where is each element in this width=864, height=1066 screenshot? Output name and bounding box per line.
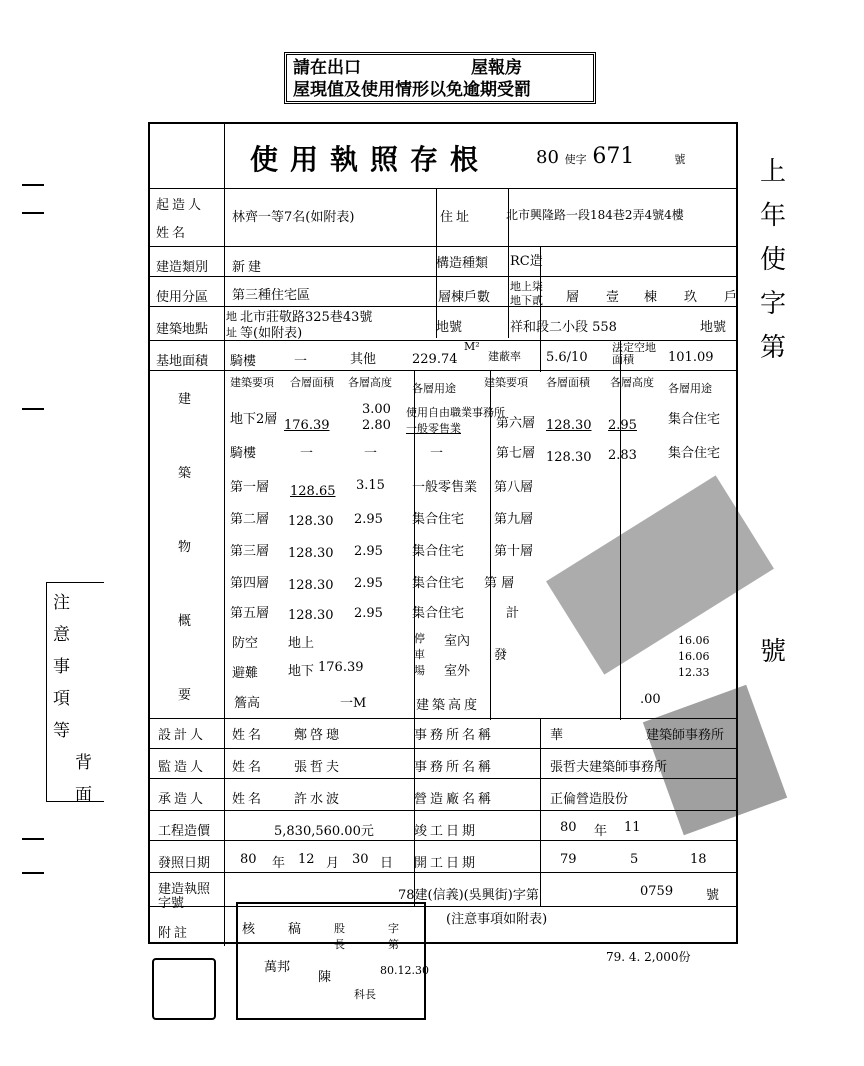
build-type-value: 新建 — [232, 260, 265, 275]
site-sub-b: 址 — [226, 326, 237, 339]
contractor-label: 承造人 — [158, 792, 207, 807]
supervisor-label: 監造人 — [158, 760, 207, 775]
structure-label: 構造種類 — [436, 256, 489, 271]
issue-month-unit: 月 — [326, 856, 340, 871]
row-use: 集合住宅 — [412, 576, 465, 591]
supervisor-name-label: 姓名 — [232, 760, 265, 775]
right-margin-handwriting: 上 年 使 字 第 號 — [760, 157, 787, 667]
buildings-unit: 棟 — [644, 290, 658, 305]
row-label: 第二層 — [230, 512, 270, 527]
row-label: 地下2層 — [230, 412, 278, 427]
issue-day-unit: 日 — [380, 856, 394, 871]
contractor-name: 許水波 — [294, 792, 343, 807]
site-label: 建築地點 — [156, 322, 209, 337]
row-height: 一 — [364, 446, 378, 461]
header-area: 合層面積 — [290, 376, 334, 389]
address-label: 住址 — [440, 210, 473, 225]
site-area-label: 基地面積 — [156, 354, 209, 369]
row-label: 第五層 — [230, 606, 270, 621]
row-use: 使用自由職業事務所 — [406, 406, 505, 419]
row-label-r: 第 層 — [484, 576, 515, 591]
floors-above: 地上柒 — [510, 280, 543, 293]
header-height: 各層高度 — [348, 376, 392, 389]
row-label-r: 第八層 — [494, 480, 534, 495]
issue-year-unit: 年 — [272, 856, 286, 871]
structure-value: RC造 — [510, 254, 543, 269]
issue-day: 30 — [352, 852, 369, 867]
finish-year: 80 — [560, 820, 577, 835]
designer-office: 華 — [550, 728, 564, 743]
parking-label: 停車場 — [414, 632, 425, 677]
supervisor-name: 張哲夫 — [294, 760, 343, 775]
row-area-r: 128.30 — [546, 450, 592, 465]
buildings-count: 壹 — [606, 290, 620, 305]
notes-value: (注意事項如附表) — [446, 912, 548, 927]
row-height: 2.95 — [354, 544, 383, 559]
address-value: 北市興隆路一段184巷2弄4號4樓 — [506, 208, 684, 222]
row-area: 128.30 — [288, 578, 334, 593]
start-day: 18 — [690, 852, 707, 867]
height-1: 16.06 — [678, 634, 710, 647]
legal-open-value: 101.09 — [668, 350, 714, 365]
households-count: 玖 — [684, 290, 698, 305]
section-char: 要 — [178, 688, 192, 703]
floors-unit: 層 — [566, 290, 580, 305]
coverage-value: 5.6/10 — [546, 350, 588, 365]
row-area: 176.39 — [284, 418, 330, 433]
designer-name: 鄭啓璁 — [294, 728, 343, 743]
row-area: 128.65 — [290, 484, 336, 499]
top-notice-stamp — [284, 52, 596, 104]
row-label-r: 第十層 — [494, 544, 534, 559]
contractor-name-label: 姓名 — [232, 792, 265, 807]
margin-mark — [22, 838, 44, 840]
row-label: 騎樓 — [230, 446, 257, 461]
finish-month: 11 — [624, 820, 641, 835]
row-use: 一般零售業 — [412, 480, 478, 495]
households-unit: 戶 — [724, 290, 738, 305]
header-area-r: 各層面積 — [546, 376, 590, 389]
row-use-r: 集合住宅 — [668, 412, 721, 427]
build-type-label: 建造類別 — [156, 260, 209, 275]
build-permit-suffix: 號 — [706, 888, 720, 903]
supervisor-office: 張哲夫建築師事務所 — [550, 760, 668, 775]
annex-label: 騎樓 — [230, 354, 257, 369]
building-height-label: 建築高度 — [416, 698, 481, 713]
margin-mark — [22, 184, 44, 186]
start-year: 79 — [560, 852, 577, 867]
shelter-below: 地下 — [288, 664, 315, 679]
site-sub-a: 地 — [226, 310, 237, 323]
row-label-r: 第六層 — [496, 416, 536, 431]
row-label: 第三層 — [230, 544, 270, 559]
row-area: 一 — [300, 446, 314, 461]
permit-number: 80 使字 671 號 — [536, 144, 686, 169]
row-height-r: 2.83 — [608, 448, 637, 463]
building-height-value: .00 — [640, 692, 661, 707]
designer-label: 設計人 — [158, 728, 207, 743]
row-use-r: 集合住宅 — [668, 446, 721, 461]
applicant-label-2: 姓名 — [156, 226, 189, 241]
shelter-below-value: 176.39 — [318, 660, 364, 675]
build-permit-value: 78建(信義)(吳興街)字第 — [398, 888, 539, 903]
header-height-r: 各層高度 — [610, 376, 654, 389]
notice-line-1: 請在出口 屋報房 — [293, 58, 522, 78]
annex-value: 一 — [294, 354, 308, 369]
eaves-label: 簷高 — [234, 696, 261, 711]
row-area: 128.30 — [288, 514, 334, 529]
height-2: 16.06 — [678, 650, 710, 663]
header-item: 建築要項 — [230, 376, 274, 389]
notice-line-2: 屋現值及使用情形以免逾期受罰 — [293, 80, 531, 100]
shop-char: 發 — [494, 648, 508, 663]
site-address: 北市莊敬路325巷43號 — [240, 310, 373, 325]
start-label: 開工日期 — [414, 856, 479, 871]
applicant-label: 起造人 — [156, 198, 205, 213]
official-seal — [152, 958, 216, 1020]
row-use: 集合住宅 — [412, 606, 465, 621]
header-use-r: 各層用途 — [668, 382, 712, 395]
approval-stamp: 核 稿 股長 字第 80.12.30 萬邦 陳 科長 — [236, 902, 426, 1020]
zoning-label: 使用分區 — [156, 290, 209, 305]
section-char: 物 — [178, 540, 192, 555]
floors-below: 地下貳 — [510, 294, 543, 307]
issue-month: 12 — [298, 852, 315, 867]
issue-year: 80 — [240, 852, 257, 867]
cost-value: 5,830,560.00元 — [274, 824, 374, 839]
row-label-r: 第九層 — [494, 512, 534, 527]
other-unit: M² — [464, 340, 480, 353]
eaves-value: 一M — [340, 696, 367, 711]
row-label-r: 第七層 — [496, 446, 536, 461]
start-month: 5 — [630, 852, 639, 867]
parking-outdoor: 室外 — [444, 664, 471, 679]
row-label-r: 計 — [506, 606, 520, 621]
designer-office-label: 事務所名稱 — [414, 728, 495, 743]
floors-label: 層棟戶數 — [438, 290, 491, 305]
row-height: 2.95 — [354, 512, 383, 527]
parking-indoor: 室內 — [444, 634, 471, 649]
cost-label: 工程造價 — [158, 824, 211, 839]
section-char: 概 — [178, 614, 192, 629]
section-char: 築 — [178, 466, 192, 481]
row-area: 128.30 — [288, 546, 334, 561]
side-note-box: 注 意 事 項 等 背 面 — [46, 582, 104, 802]
notes-label: 附註 — [158, 926, 191, 941]
lot-label: 地號 — [436, 320, 463, 335]
row-height-2: 2.80 — [362, 418, 391, 433]
site-address-2: 等(如附表) — [240, 326, 303, 341]
row-height: 2.95 — [354, 606, 383, 621]
margin-mark — [22, 872, 44, 874]
designer-name-label: 姓名 — [232, 728, 265, 743]
other-label: 其他 — [350, 352, 377, 367]
zoning-value: 第三種住宅區 — [232, 288, 311, 303]
header-use: 各層用途 — [412, 382, 456, 395]
finish-label: 竣工日期 — [414, 824, 479, 839]
footer-code: 79. 4. 2,000份 — [606, 950, 691, 964]
contractor-firm-label: 營造廠名稱 — [414, 792, 495, 807]
header-item-r: 建築要項 — [484, 376, 528, 389]
margin-mark — [22, 212, 44, 214]
row-label: 第一層 — [230, 480, 270, 495]
supervisor-office-label: 事務所名稱 — [414, 760, 495, 775]
lot-value: 祥和段二小段 558 — [510, 320, 617, 335]
issue-label: 發照日期 — [158, 856, 211, 871]
row-height: 3.15 — [356, 478, 385, 493]
contractor-firm: 正倫營造股份 — [550, 792, 629, 807]
margin-mark — [22, 408, 44, 410]
height-3: 12.33 — [678, 666, 710, 679]
build-permit-label: 建造執照 — [158, 882, 211, 897]
row-area: 128.30 — [288, 608, 334, 623]
shelter-label-2: 避難 — [232, 666, 259, 681]
row-use: 集合住宅 — [412, 544, 465, 559]
row-height-r: 2.95 — [608, 418, 637, 433]
row-use-2: 一般零售業 — [406, 422, 461, 435]
row-area-r: 128.30 — [546, 418, 592, 433]
page-title: 使用執照存根 — [250, 143, 491, 176]
coverage-label: 建蔽率 — [488, 350, 521, 363]
row-label: 第四層 — [230, 576, 270, 591]
build-permit-num: 0759 — [640, 884, 674, 899]
finish-year-unit: 年 — [594, 824, 608, 839]
build-permit-label-2: 字號 — [158, 896, 185, 911]
legal-open-label: 法定空地面積 — [612, 341, 656, 366]
other-value: 229.74 — [412, 352, 458, 367]
section-char: 建 — [178, 392, 192, 407]
shelter-label: 防空 — [232, 636, 259, 651]
row-use: 集合住宅 — [412, 512, 465, 527]
row-height: 2.95 — [354, 576, 383, 591]
lot-suffix: 地號 — [700, 320, 727, 335]
row-height: 3.00 — [362, 402, 391, 417]
row-use: 一 — [430, 446, 444, 461]
shelter-above: 地上 — [288, 636, 315, 651]
applicant-value: 林齊一等7名(如附表) — [232, 210, 355, 225]
designer-office-end: 建築師事務所 — [646, 728, 725, 743]
